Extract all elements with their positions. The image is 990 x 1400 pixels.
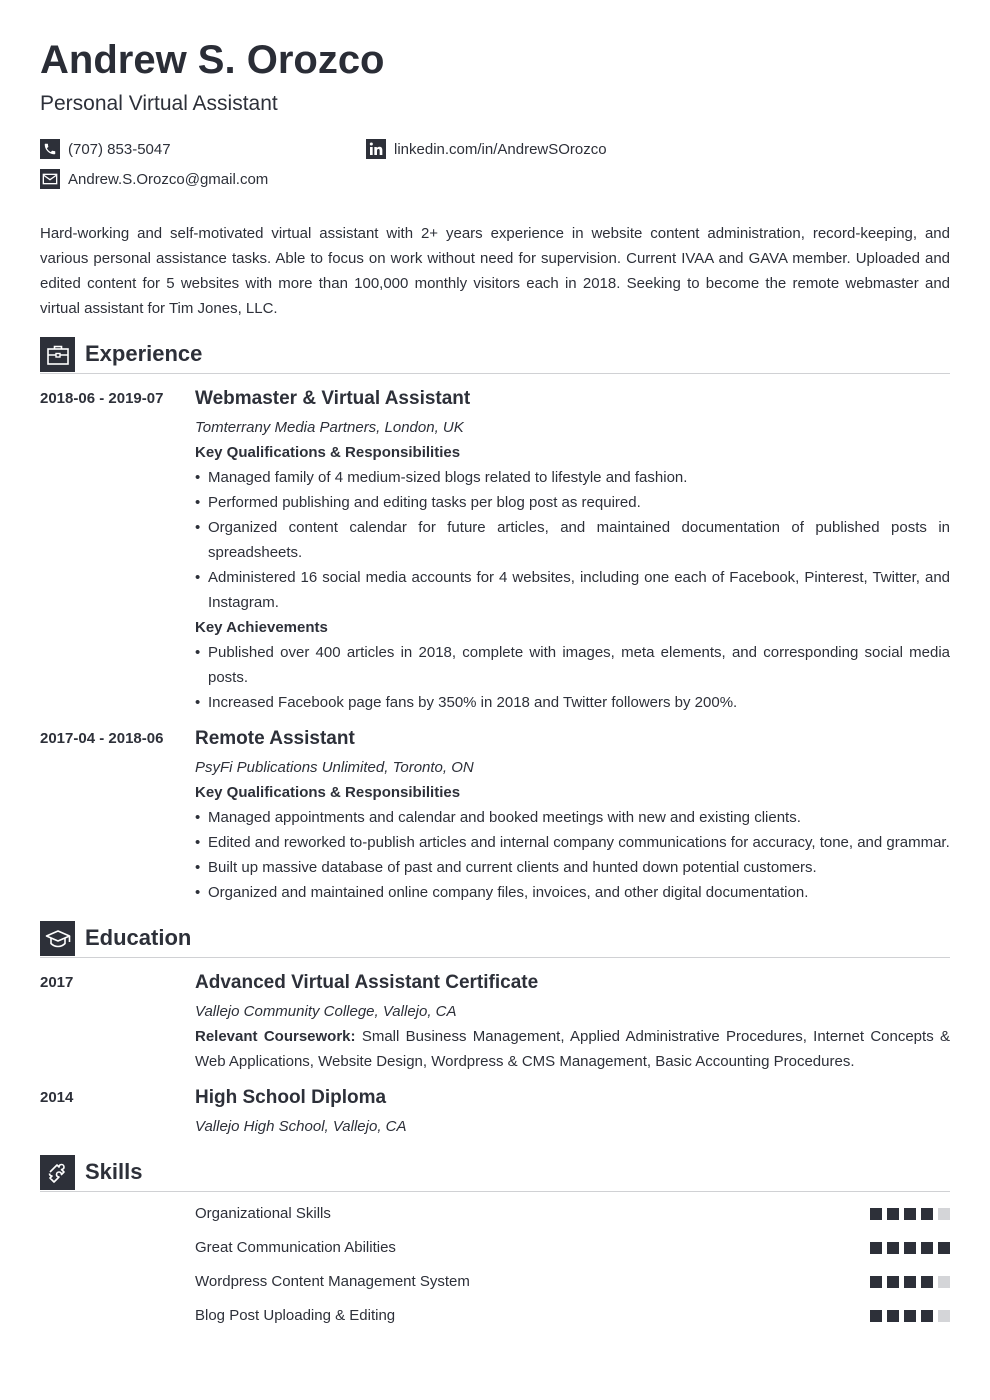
phone-text: (707) 853-5047 (68, 140, 171, 158)
job-role: Remote Assistant (195, 728, 355, 749)
job-role: Webmaster & Virtual Assistant (195, 388, 471, 409)
education-section-header (40, 921, 950, 958)
experience-section-header (40, 337, 950, 374)
rating-square-filled (887, 1208, 899, 1220)
graduation-cap-icon (40, 921, 75, 956)
rating-square-filled (887, 1242, 899, 1254)
responsibilities-heading: Key Qualifications & Responsibilities (195, 784, 461, 801)
list-item: • Built up massive database of past and current clients and hunted down potential customers. (195, 855, 950, 880)
skill-name: Wordpress Content Management System (195, 1273, 470, 1290)
skill-row (40, 1272, 950, 1292)
coursework (195, 1024, 950, 1074)
list-item: • Performed publishing and editing tasks per blog post as required. (195, 490, 950, 515)
contact-linkedin (366, 139, 607, 159)
skill-name: Blog Post Uploading & Editing (195, 1307, 396, 1324)
skill-row (40, 1204, 950, 1224)
job-dates: 2017-04 - 2018-06 (40, 730, 164, 747)
skill-rating (870, 1276, 950, 1288)
list-item: • Increased Facebook page fans by 350% in 2018 and Twitter followers by 200%. (195, 690, 950, 715)
list-item: • Managed appointments and calendar and booked meetings with new and existing clients. (195, 805, 950, 830)
responsibilities-list (195, 805, 950, 905)
list-item: • Organized content calendar for future articles, and maintained documentation of published posts in spreadsheets. (195, 515, 950, 565)
rating-square-filled (904, 1242, 916, 1254)
contact-phone (40, 139, 171, 159)
achievements-heading: Key Achievements (195, 619, 328, 636)
school-name: Vallejo Community College, Vallejo, CA (195, 1003, 457, 1020)
skill-rating (870, 1310, 950, 1322)
skills-heading: Skills (85, 1159, 143, 1184)
rating-square-filled (887, 1276, 899, 1288)
list-item: • Edited and reworked to-publish articles and internal company communications for accuracy, tone, and grammar. (195, 830, 950, 855)
list-item: • Managed family of 4 medium-sized blogs related to lifestyle and fashion. (195, 465, 950, 490)
list-item: • Administered 16 social media accounts for 4 websites, including one each of Facebook, Pinterest, Twitter, and Instagram. (195, 565, 950, 615)
job-employer: PsyFi Publications Unlimited, Toronto, ON (195, 759, 474, 776)
rating-square-filled (938, 1242, 950, 1254)
education-year: 2017 (40, 974, 74, 991)
skills-section-header (40, 1155, 950, 1192)
rating-square-filled (921, 1208, 933, 1220)
skill-rating (870, 1208, 950, 1220)
rating-square-empty (938, 1310, 950, 1322)
skill-name: Organizational Skills (195, 1205, 331, 1222)
rating-square-filled (921, 1276, 933, 1288)
profile-summary: Hard-working and self-motivated virtual assistant with 2+ years experience in website content administration, record-keeping, and various personal assistance tasks. Able to focus on work without need for supervision. Current IVAA and GAVA member. Uploaded and edited content for 5 websites with more than 100,000 monthly visitors each in 2018. Seeking to become the remote webmaster and virtual assistant for Tim Jones, LLC. (40, 225, 950, 317)
rating-square-filled (904, 1310, 916, 1322)
rating-square-filled (887, 1310, 899, 1322)
briefcase-icon (40, 337, 75, 372)
skill-row (40, 1238, 950, 1258)
email-link[interactable]: Andrew.S.Orozco@gmail.com (68, 170, 269, 188)
coursework-text: Small Business Management, Applied Administrative Procedures, Internet Concepts & Web Applications, Website Design, Wordpress & CMS Management, Basic Accounting Procedures. (195, 1028, 950, 1070)
job-dates: 2018-06 - 2019-07 (40, 390, 164, 407)
rating-square-filled (921, 1310, 933, 1322)
rating-square-filled (904, 1208, 916, 1220)
contact-email (40, 169, 268, 189)
responsibilities-list (195, 465, 950, 615)
envelope-icon (40, 169, 60, 189)
rating-square-empty (938, 1276, 950, 1288)
skill-name: Great Communication Abilities (195, 1239, 396, 1256)
experience-heading: Experience (85, 341, 203, 366)
education-heading: Education (85, 925, 192, 950)
school-name: Vallejo High School, Vallejo, CA (195, 1118, 407, 1135)
list-item: • Published over 400 articles in 2018, complete with images, meta elements, and corresponding social media posts. (195, 640, 950, 690)
list-item: • Organized and maintained online company files, invoices, and other digital documentation. (195, 880, 950, 905)
degree-title: Advanced Virtual Assistant Certificate (195, 972, 539, 993)
rating-square-filled (870, 1242, 882, 1254)
responsibilities-heading: Key Qualifications & Responsibilities (195, 444, 461, 461)
skill-rating (870, 1242, 950, 1254)
skill-row (40, 1306, 950, 1326)
job-employer: Tomterrany Media Partners, London, UK (195, 419, 464, 436)
rating-square-filled (870, 1208, 882, 1220)
puzzle-icon (40, 1155, 75, 1190)
phone-icon (40, 139, 60, 159)
rating-square-filled (921, 1242, 933, 1254)
achievements-list (195, 640, 950, 715)
candidate-name: Andrew S. Orozco (40, 38, 385, 82)
linkedin-link[interactable]: linkedin.com/in/AndrewSOrozco (394, 140, 607, 158)
coursework-label: Relevant Coursework: (195, 1028, 356, 1045)
degree-title: High School Diploma (195, 1087, 387, 1108)
rating-square-empty (938, 1208, 950, 1220)
rating-square-filled (870, 1310, 882, 1322)
linkedin-icon (366, 139, 386, 159)
rating-square-filled (904, 1276, 916, 1288)
job-title: Personal Virtual Assistant (40, 92, 278, 115)
rating-square-filled (870, 1276, 882, 1288)
education-year: 2014 (40, 1089, 74, 1106)
